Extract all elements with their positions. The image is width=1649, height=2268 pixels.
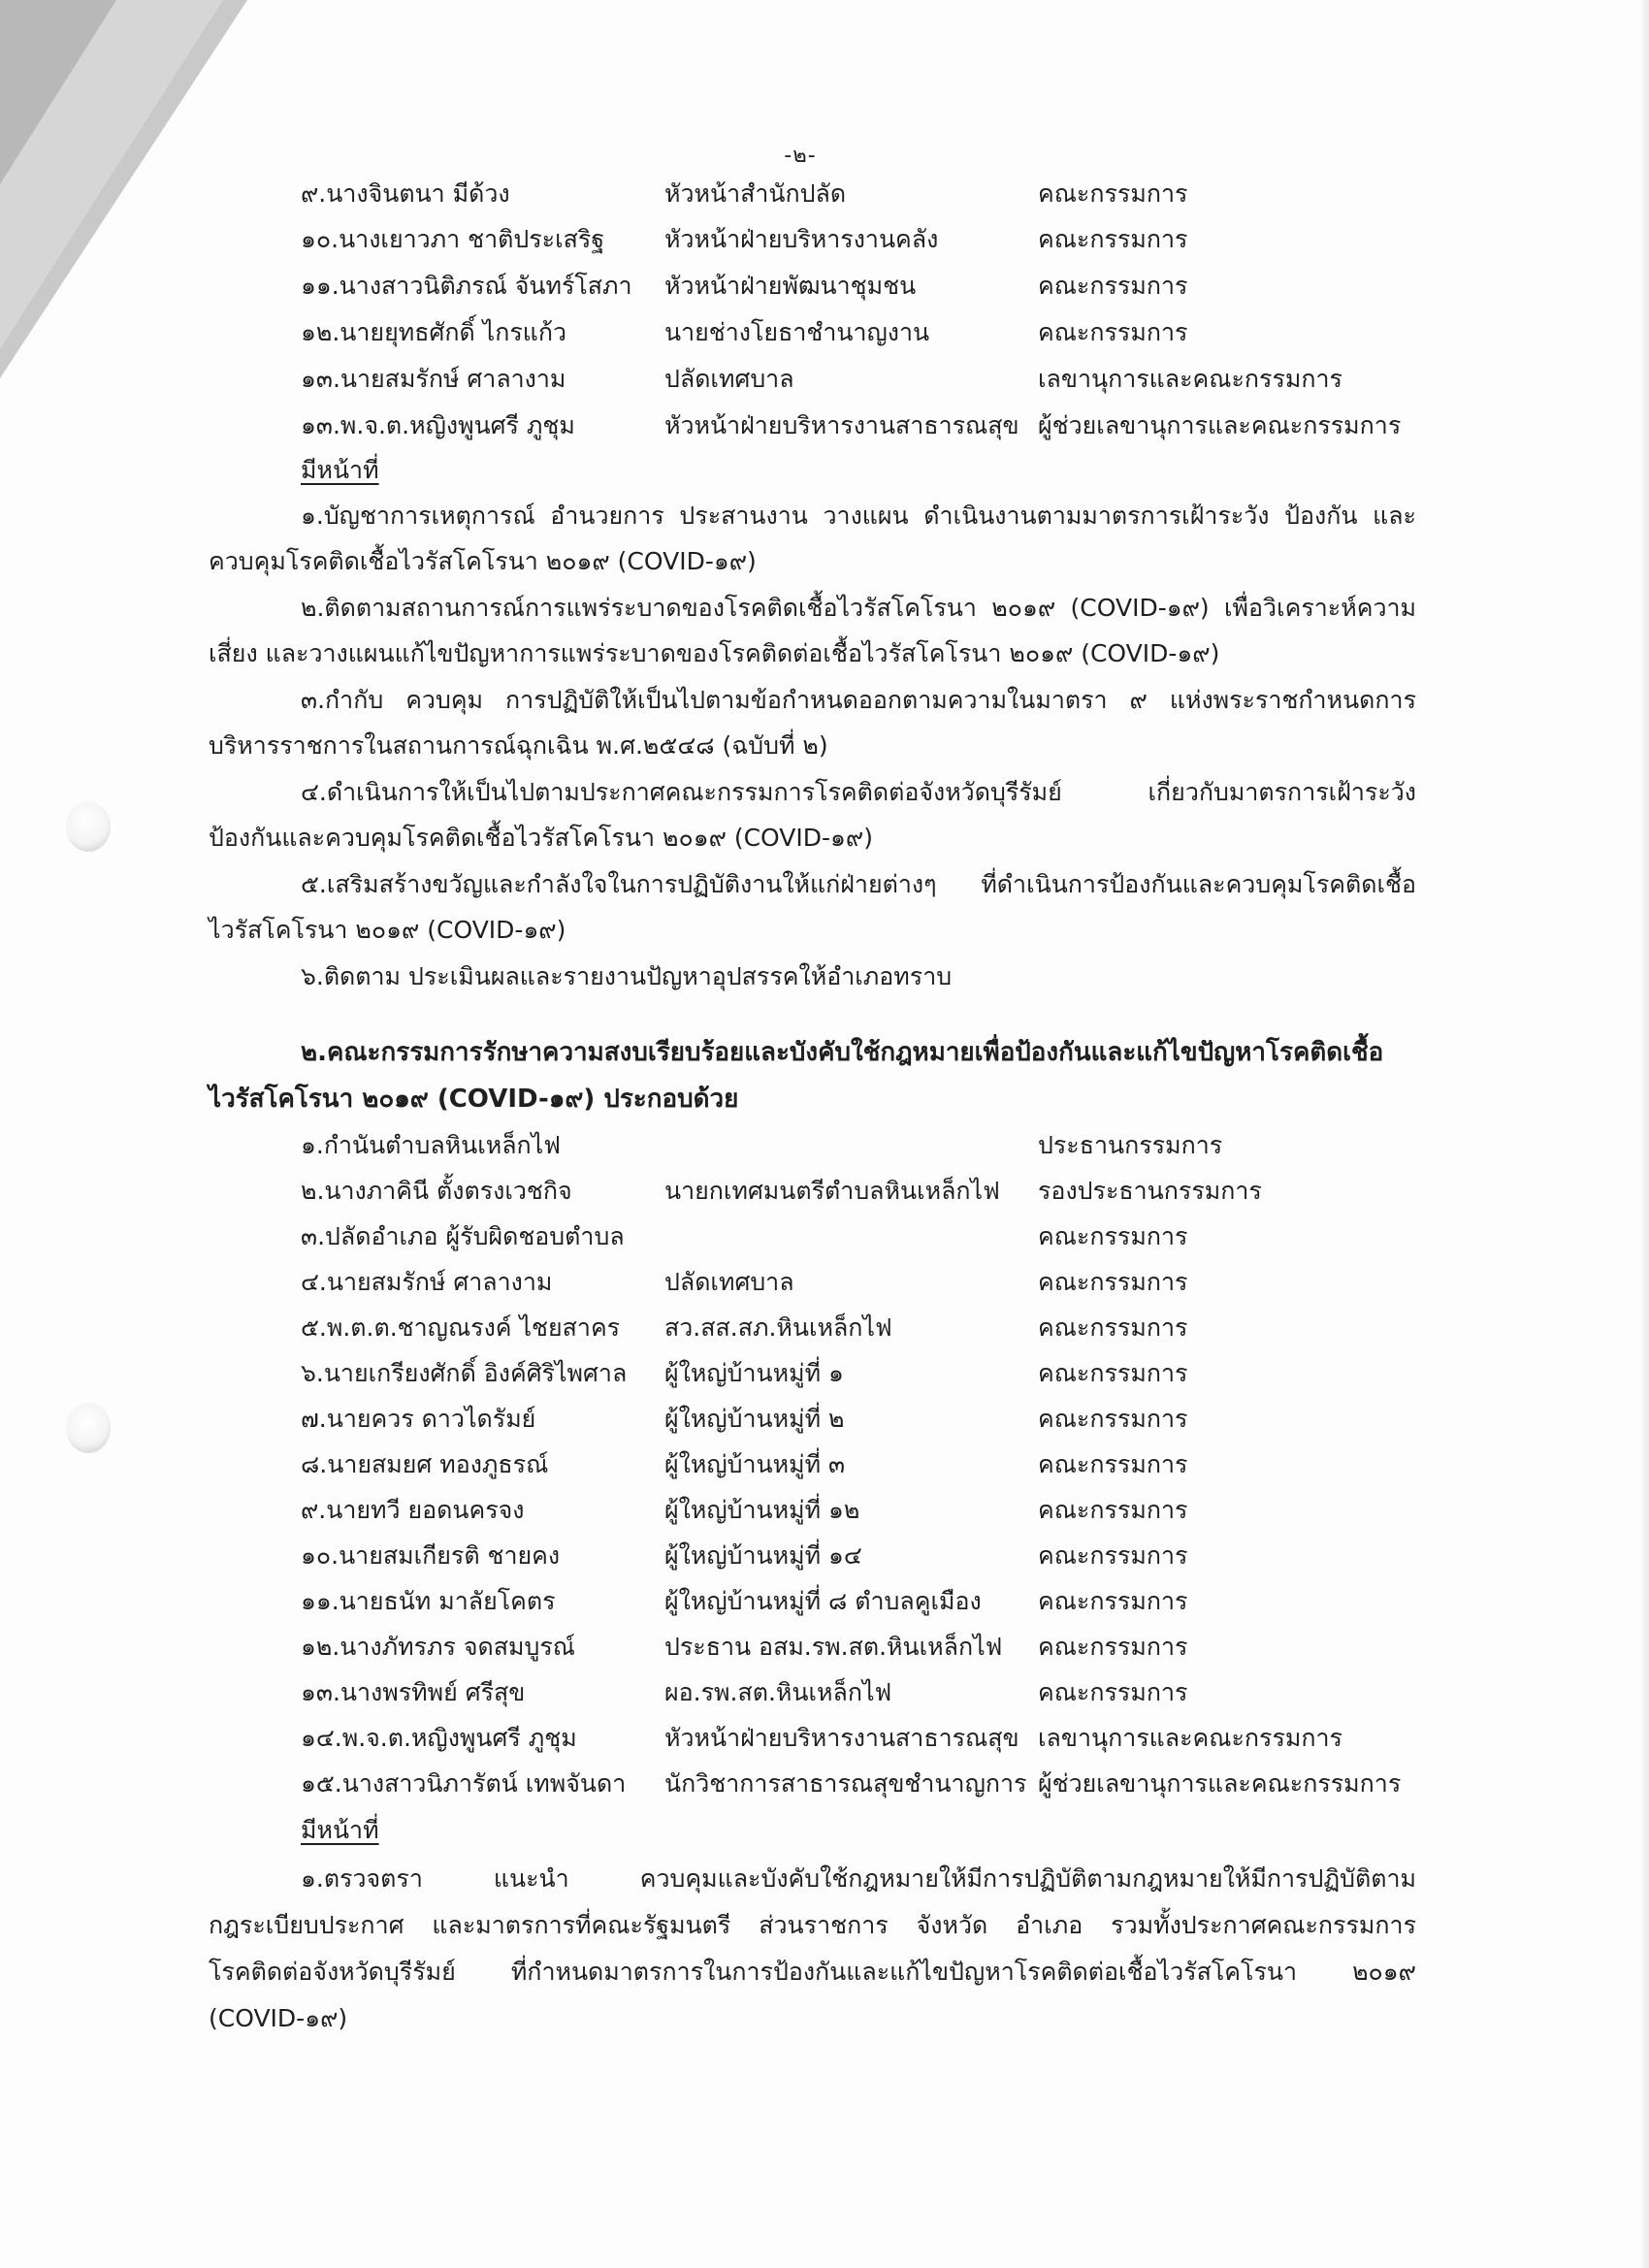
member-position: นายกเทศมนตรีตำบลหินเหล็กไฟ: [664, 1177, 1000, 1205]
member-role: คณะกรรมการ: [1038, 1313, 1188, 1342]
member-position: ผู้ใหญ่บ้านหมู่ที่ ๑: [664, 1359, 844, 1387]
duty-line: เสี่ยง และวางแผนแก้ไขปัญหาการแพร่ระบาดของโรคติดต่อเชื้อไวรัสโคโรนา ๒๐๑๙ (COVID-๑๙): [209, 639, 1220, 667]
member-position: ผู้ใหญ่บ้านหมู่ที่ ๑๒: [664, 1496, 860, 1524]
member-role: คณะกรรมการ: [1038, 1268, 1188, 1296]
member-position: ปลัดเทศบาล: [664, 1268, 794, 1296]
duty-line: ๓.กำกับ ควบคุม การปฏิบัติให้เป็นไปตามข้อกำหนดออกตามความในมาตรา ๙ แห่งพระราชกำหนดการ: [301, 686, 1416, 714]
member-role: คณะกรรมการ: [1038, 1222, 1188, 1250]
member-position: ปลัดเทศบาล: [664, 365, 794, 393]
member-role: คณะกรรมการ: [1038, 1359, 1188, 1387]
duty-line: (COVID-๑๙): [209, 2004, 348, 2032]
member-name: ๑๑.นางสาวนิติภรณ์ จันทร์โสภา: [301, 272, 632, 300]
member-role: คณะกรรมการ: [1038, 272, 1188, 300]
duties-label: มีหน้าที่: [301, 1816, 379, 1844]
member-role: คณะกรรมการ: [1038, 225, 1188, 253]
member-role: คณะกรรมการ: [1038, 1541, 1188, 1570]
member-position: ผู้ใหญ่บ้านหมู่ที่ ๘ ตำบลคูเมือง: [664, 1587, 982, 1615]
duty-line: ๖.ติดตาม ประเมินผลและรายงานปัญหาอุปสรรคให้อำเภอทราบ: [301, 962, 953, 990]
member-name: ๘.นายสมยศ ทองภูธรณ์: [301, 1450, 549, 1478]
member-role: คณะกรรมการ: [1038, 1405, 1188, 1433]
member-position: นายช่างโยธาชำนาญงาน: [664, 318, 930, 346]
member-role: ผู้ช่วยเลขานุการและคณะกรรมการ: [1038, 1769, 1402, 1798]
member-name: ๑๒.นายยุทธศักดิ์ ไกรแก้ว: [301, 318, 567, 346]
duty-line: ๑.บัญชาการเหตุการณ์ อำนวยการ ประสานงาน วางแผน ดำเนินงานตามมาตรการเฝ้าระวัง ป้องกัน และ: [301, 502, 1416, 530]
member-role: คณะกรรมการ: [1038, 1496, 1188, 1524]
duties-label: มีหน้าที่: [301, 456, 379, 484]
member-name: ๑๑.นายธนัท มาลัยโคตร: [301, 1587, 556, 1615]
member-role: คณะกรรมการ: [1038, 1633, 1188, 1661]
section-heading: ๒.คณะกรรมการรักษาความสงบเรียบร้อยและบังคับใช้กฎหมายเพื่อป้องกันและแก้ไขปัญหาโรคติดเชื้อ: [301, 1038, 1384, 1067]
member-role: เลขานุการและคณะกรรมการ: [1038, 365, 1342, 393]
member-name: ๒.นางภาคินี ตั้งตรงเวชกิจ: [301, 1177, 572, 1205]
duty-line: ป้องกันและควบคุมโรคติดเชื้อไวรัสโคโรนา ๒๐๑๙ (COVID-๑๙): [209, 824, 873, 852]
member-position: ผอ.รพ.สต.หินเหล็กไฟ: [664, 1678, 892, 1706]
member-position: หัวหน้าฝ่ายบริหารงานสาธารณสุข: [664, 411, 1019, 439]
duty-line: ควบคุมโรคติดเชื้อไวรัสโคโรนา ๒๐๑๙ (COVID-๑๙): [209, 547, 757, 575]
member-position: ผู้ใหญ่บ้านหมู่ที่ ๑๔: [664, 1541, 862, 1570]
member-name: ๑๐.นายสมเกียรติ ชายคง: [301, 1541, 561, 1570]
page-number: -๒-: [784, 144, 817, 168]
duty-line: ๔.ดำเนินการให้เป็นไปตามประกาศคณะกรรมการโรคติดต่อจังหวัดบุรีรัมย์ เกี่ยวกับมาตรการเฝ้าระวัง: [301, 778, 1416, 806]
member-role: คณะกรรมการ: [1038, 179, 1188, 208]
member-name: ๑๓.นางพรทิพย์ ศรีสุข: [301, 1678, 526, 1706]
member-position: หัวหน้าฝ่ายพัฒนาชุมชน: [664, 272, 917, 300]
member-role: คณะกรรมการ: [1038, 1587, 1188, 1615]
member-position: ประธาน อสม.รพ.สต.หินเหล็กไฟ: [664, 1633, 1003, 1661]
member-role: เลขานุการและคณะกรรมการ: [1038, 1724, 1342, 1752]
member-name: ๑๓.นายสมรักษ์ ศาลางาม: [301, 365, 566, 393]
member-name: ๓.ปลัดอำเภอ ผู้รับผิดชอบตำบล: [301, 1222, 625, 1250]
member-position: นักวิชาการสาธารณสุขชำนาญการ: [664, 1769, 1027, 1798]
member-position: ผู้ใหญ่บ้านหมู่ที่ ๓: [664, 1450, 846, 1478]
member-name: ๔.นายสมรักษ์ ศาลางาม: [301, 1268, 553, 1296]
member-role: คณะกรรมการ: [1038, 1450, 1188, 1478]
member-position: หัวหน้าฝ่ายบริหารงานสาธารณสุข: [664, 1724, 1019, 1752]
member-role: คณะกรรมการ: [1038, 1678, 1188, 1706]
member-role: ประธานกรรมการ: [1038, 1131, 1223, 1159]
member-name: ๗.นายควร ดาวไดรัมย์: [301, 1405, 536, 1433]
punch-hole: [66, 801, 111, 852]
section-heading: ไวรัสโคโรนา ๒๐๑๙ (COVID-๑๙) ประกอบด้วย: [209, 1085, 739, 1114]
duty-line: ๕.เสริมสร้างขวัญและกำลังใจในการปฏิบัติงานให้แก่ฝ่ายต่างๆ ที่ดำเนินการป้องกันและควบคุมโรคติดเชื้อ: [301, 870, 1416, 898]
member-name: ๑๐.นางเยาวภา ชาติประเสริฐ: [301, 225, 605, 253]
member-role: รองประธานกรรมการ: [1038, 1177, 1262, 1205]
duty-line: ไวรัสโคโรนา ๒๐๑๙ (COVID-๑๙): [209, 916, 566, 944]
member-name: ๑๒.นางภัทรภร จดสมบูรณ์: [301, 1633, 575, 1661]
duty-line: กฎระเบียบประกาศ และมาตรการที่คณะรัฐมนตรี ส่วนราชการ จังหวัด อำเภอ รวมทั้งประกาศคณะกรรมการ: [209, 1911, 1416, 1939]
folded-corner-shadow: [0, 0, 252, 407]
member-name: ๑๕.นางสาวนิภารัตน์ เทพจันดา: [301, 1769, 627, 1798]
member-name: ๙.นายทวี ยอดนครจง: [301, 1496, 525, 1524]
member-position: หัวหน้าฝ่ายบริหารงานคลัง: [664, 225, 939, 253]
member-name: ๑.กำนันตำบลหินเหล็กไฟ: [301, 1131, 561, 1159]
member-position: สว.สส.สภ.หินเหล็กไฟ: [664, 1313, 892, 1342]
duty-line: โรคติดต่อจังหวัดบุรีรัมย์ ที่กำหนดมาตรการในการป้องกันและแก้ไขปัญหาโรคติดต่อเชื้อไวรัสโคโรนา ๒๐๑๙: [209, 1958, 1416, 1986]
member-name: ๑๔.พ.จ.ต.หญิงพูนศรี ภูชุม: [301, 1724, 577, 1752]
duty-line: บริหารราชการในสถานการณ์ฉุกเฉิน พ.ศ.๒๕๔๘ (ฉบับที่ ๒): [209, 731, 828, 760]
duty-line: ๑.ตรวจตรา แนะนำ ควบคุมและบังคับใช้กฎหมายให้มีการปฏิบัติตามกฎหมายให้มีการปฏิบัติตาม: [301, 1864, 1416, 1893]
member-name: ๙.นางจินตนา มีด้วง: [301, 179, 510, 208]
member-role: ผู้ช่วยเลขานุการและคณะกรรมการ: [1038, 411, 1402, 439]
member-name: ๖.นายเกรียงศักดิ์ อิงค์ศิริไพศาล: [301, 1359, 628, 1387]
member-name: ๑๓.พ.จ.ต.หญิงพูนศรี ภูชุม: [301, 411, 575, 439]
punch-hole: [66, 1403, 111, 1453]
member-position: ผู้ใหญ่บ้านหมู่ที่ ๒: [664, 1405, 845, 1433]
duty-line: ๒.ติดตามสถานการณ์การแพร่ระบาดของโรคติดเชื้อไวรัสโคโรนา ๒๐๑๙ (COVID-๑๙) เพื่อวิเคราะห์ความ: [301, 594, 1416, 622]
member-role: คณะกรรมการ: [1038, 318, 1188, 346]
member-position: หัวหน้าสำนักปลัด: [664, 179, 847, 208]
page-edge-shadow: [1639, 0, 1649, 2268]
member-name: ๕.พ.ต.ต.ชาญณรงค์ ไชยสาคร: [301, 1313, 621, 1342]
